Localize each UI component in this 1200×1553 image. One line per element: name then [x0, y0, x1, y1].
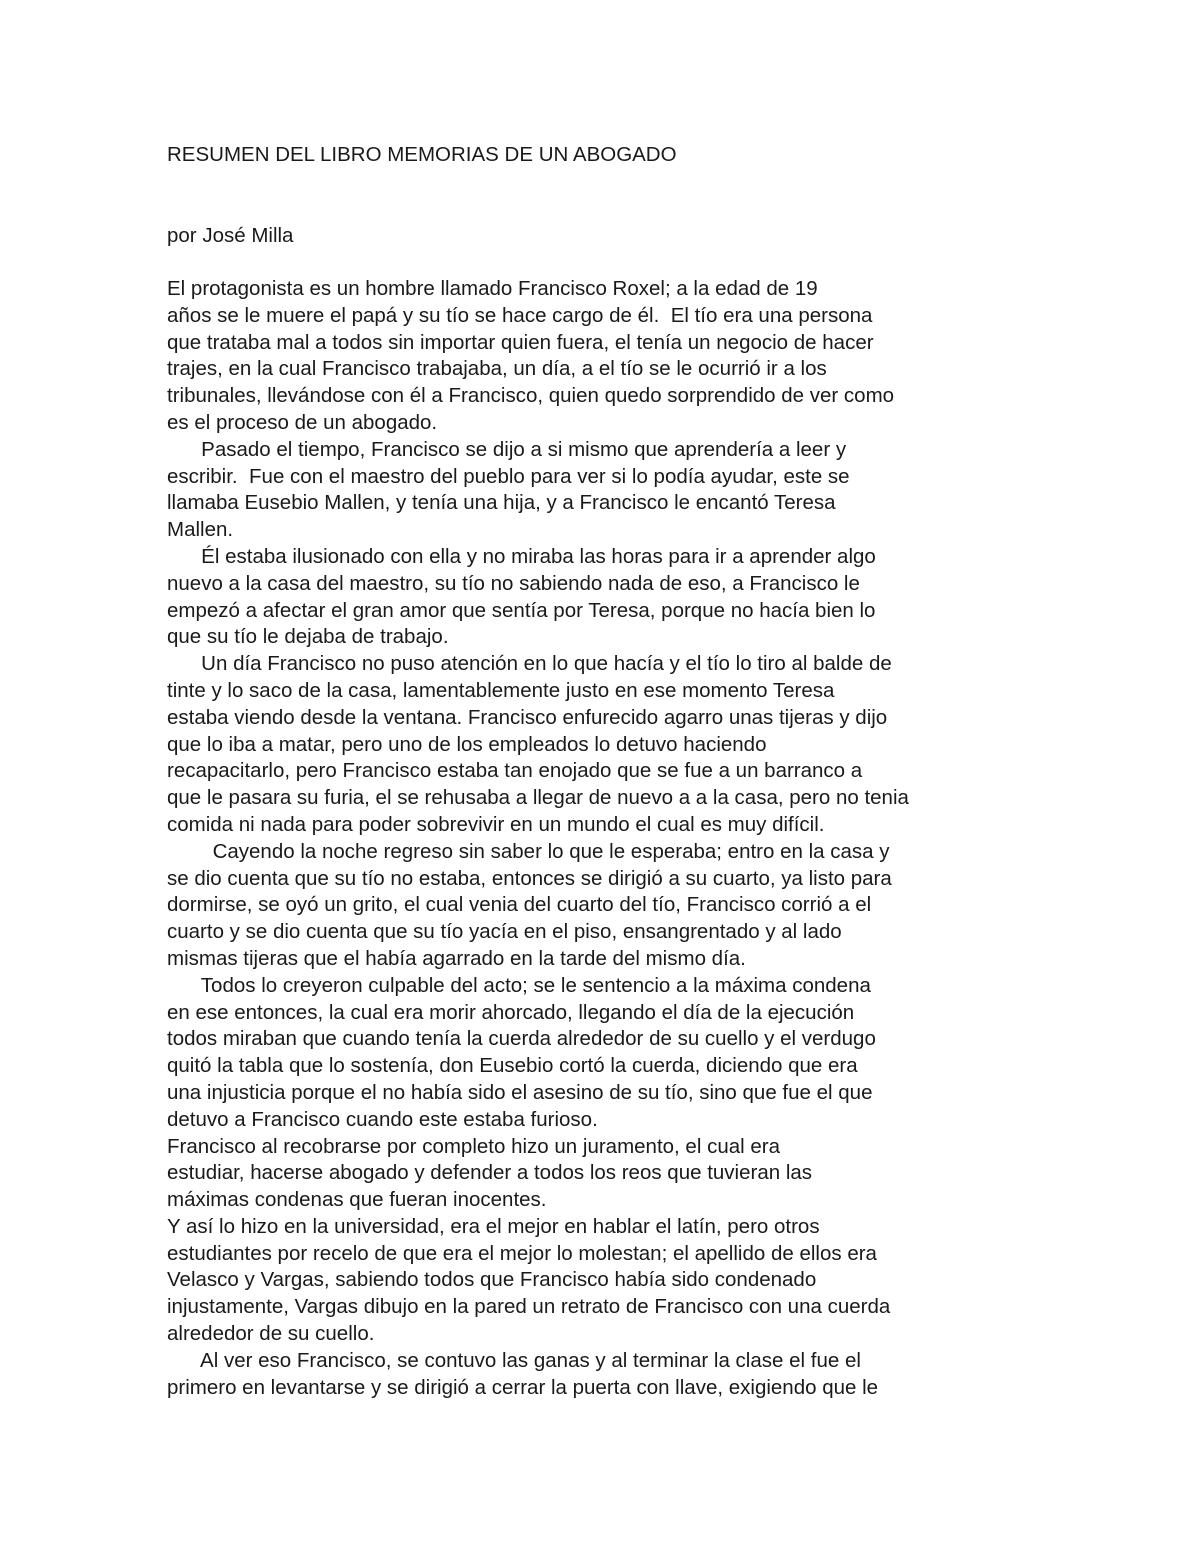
- body-line: recapacitarlo, pero Francisco estaba tan enojado que se fue a un barranco a: [167, 759, 863, 783]
- document-body: [167, 276, 1167, 1401]
- body-line: Cayendo la noche regreso sin saber lo que le esperaba; entro en la casa y: [167, 839, 890, 863]
- body-line: El protagonista es un hombre llamado Francisco Roxel; a la edad de 19: [167, 277, 818, 300]
- body-line: tinte y lo saco de la casa, lamentablemente justo en ese momento Teresa: [167, 678, 835, 702]
- body-line: Todos lo creyeron culpable del acto; se le sentencio a la máxima condena: [167, 973, 871, 997]
- body-line: que trataba mal a todos sin importar quien fuera, el tenía un negocio de hacer: [167, 330, 874, 354]
- body-line: es el proceso de un abogado.: [167, 410, 438, 434]
- body-line: quitó la tabla que lo sostenía, don Eusebio cortó la cuerda, diciendo que era: [167, 1054, 858, 1078]
- body-line: estudiar, hacerse abogado y defender a todos los reos que tuvieran las: [167, 1161, 813, 1185]
- body-line: injustamente, Vargas dibujo en la pared un retrato de Francisco con una cuerda: [167, 1295, 891, 1319]
- body-line: todos miraban que cuando tenía la cuerda alrededor de su cuello y el verdugo: [167, 1027, 876, 1051]
- body-line: detuvo a Francisco cuando este estaba furioso.: [167, 1107, 598, 1131]
- body-line: primero en levantarse y se dirigió a cerrar la puerta con llave, exigiendo que le: [167, 1375, 879, 1399]
- body-line: que le pasara su furia, el se rehusaba a llegar de nuevo a a la casa, pero no tenia: [167, 786, 909, 810]
- body-line: que su tío le dejaba de trabajo.: [167, 625, 449, 649]
- body-line: Él estaba ilusionado con ella y no miraba las horas para ir a aprender algo: [167, 544, 876, 568]
- body-line: se dio cuenta que su tío no estaba, entonces se dirigió a su cuarto, ya listo para: [167, 866, 892, 890]
- body-line: comida ni nada para poder sobrevivir en un mundo el cual es muy difícil.: [167, 812, 825, 836]
- body-line: años se le muere el papá y su tío se hace cargo de él. El tío era una persona: [167, 303, 873, 327]
- body-line: empezó a afectar el gran amor que sentía por Teresa, porque no hacía bien lo: [167, 598, 876, 622]
- body-line: dormirse, se oyó un grito, el cual venia del cuarto del tío, Francisco corrió a el: [167, 893, 872, 917]
- body-line: una injusticia porque el no había sido el asesino de su tío, sino que fue el que: [167, 1080, 873, 1104]
- body-line: mismas tijeras que el había agarrado en la tarde del mismo día.: [167, 946, 746, 970]
- body-line: escribir. Fue con el maestro del pueblo para ver si lo podía ayudar, este se: [167, 464, 850, 488]
- body-line: tribunales, llevándose con él a Francisco, quien quedo sorprendido de ver como: [167, 384, 895, 408]
- body-line: trajes, en la cual Francisco trabajaba, un día, a el tío se le ocurrió ir a los: [167, 357, 827, 381]
- body-line: Y así lo hizo en la universidad, era el mejor en hablar el latín, pero otros: [167, 1214, 820, 1238]
- body-line: máximas condenas que fueran inocentes.: [167, 1188, 547, 1212]
- body-line: en ese entonces, la cual era morir ahorcado, llegando el día de la ejecución: [167, 1000, 855, 1024]
- body-line: nuevo a la casa del maestro, su tío no sabiendo nada de eso, a Francisco le: [167, 571, 860, 595]
- body-line: Al ver eso Francisco, se contuvo las ganas y al terminar la clase el fue el: [167, 1348, 861, 1372]
- document-author: por José Milla: [167, 224, 294, 247]
- body-line: alrededor de su cuello.: [167, 1322, 375, 1346]
- body-line: Pasado el tiempo, Francisco se dijo a si mismo que aprendería a leer y: [167, 437, 847, 461]
- body-line: llamaba Eusebio Mallen, y tenía una hija, y a Francisco le encantó Teresa: [167, 491, 836, 515]
- body-line: Francisco al recobrarse por completo hizo un juramento, el cual era: [167, 1134, 781, 1158]
- body-line: Mallen.: [167, 518, 234, 542]
- body-line: estaba viendo desde la ventana. Francisco enfurecido agarro unas tijeras y dijo: [167, 705, 888, 729]
- body-line: estudiantes por recelo de que era el mejor lo molestan; el apellido de ellos era: [167, 1241, 877, 1265]
- body-line: cuarto y se dio cuenta que su tío yacía en el piso, ensangrentado y al lado: [167, 920, 842, 944]
- body-line: Velasco y Vargas, sabiendo todos que Francisco había sido condenado: [167, 1268, 817, 1292]
- document-title: RESUMEN DEL LIBRO MEMORIAS DE UN ABOGADO: [167, 143, 677, 166]
- body-line: Un día Francisco no puso atención en lo que hacía y el tío lo tiro al balde de: [167, 652, 892, 676]
- body-line: que lo iba a matar, pero uno de los empleados lo detuvo haciendo: [167, 732, 767, 756]
